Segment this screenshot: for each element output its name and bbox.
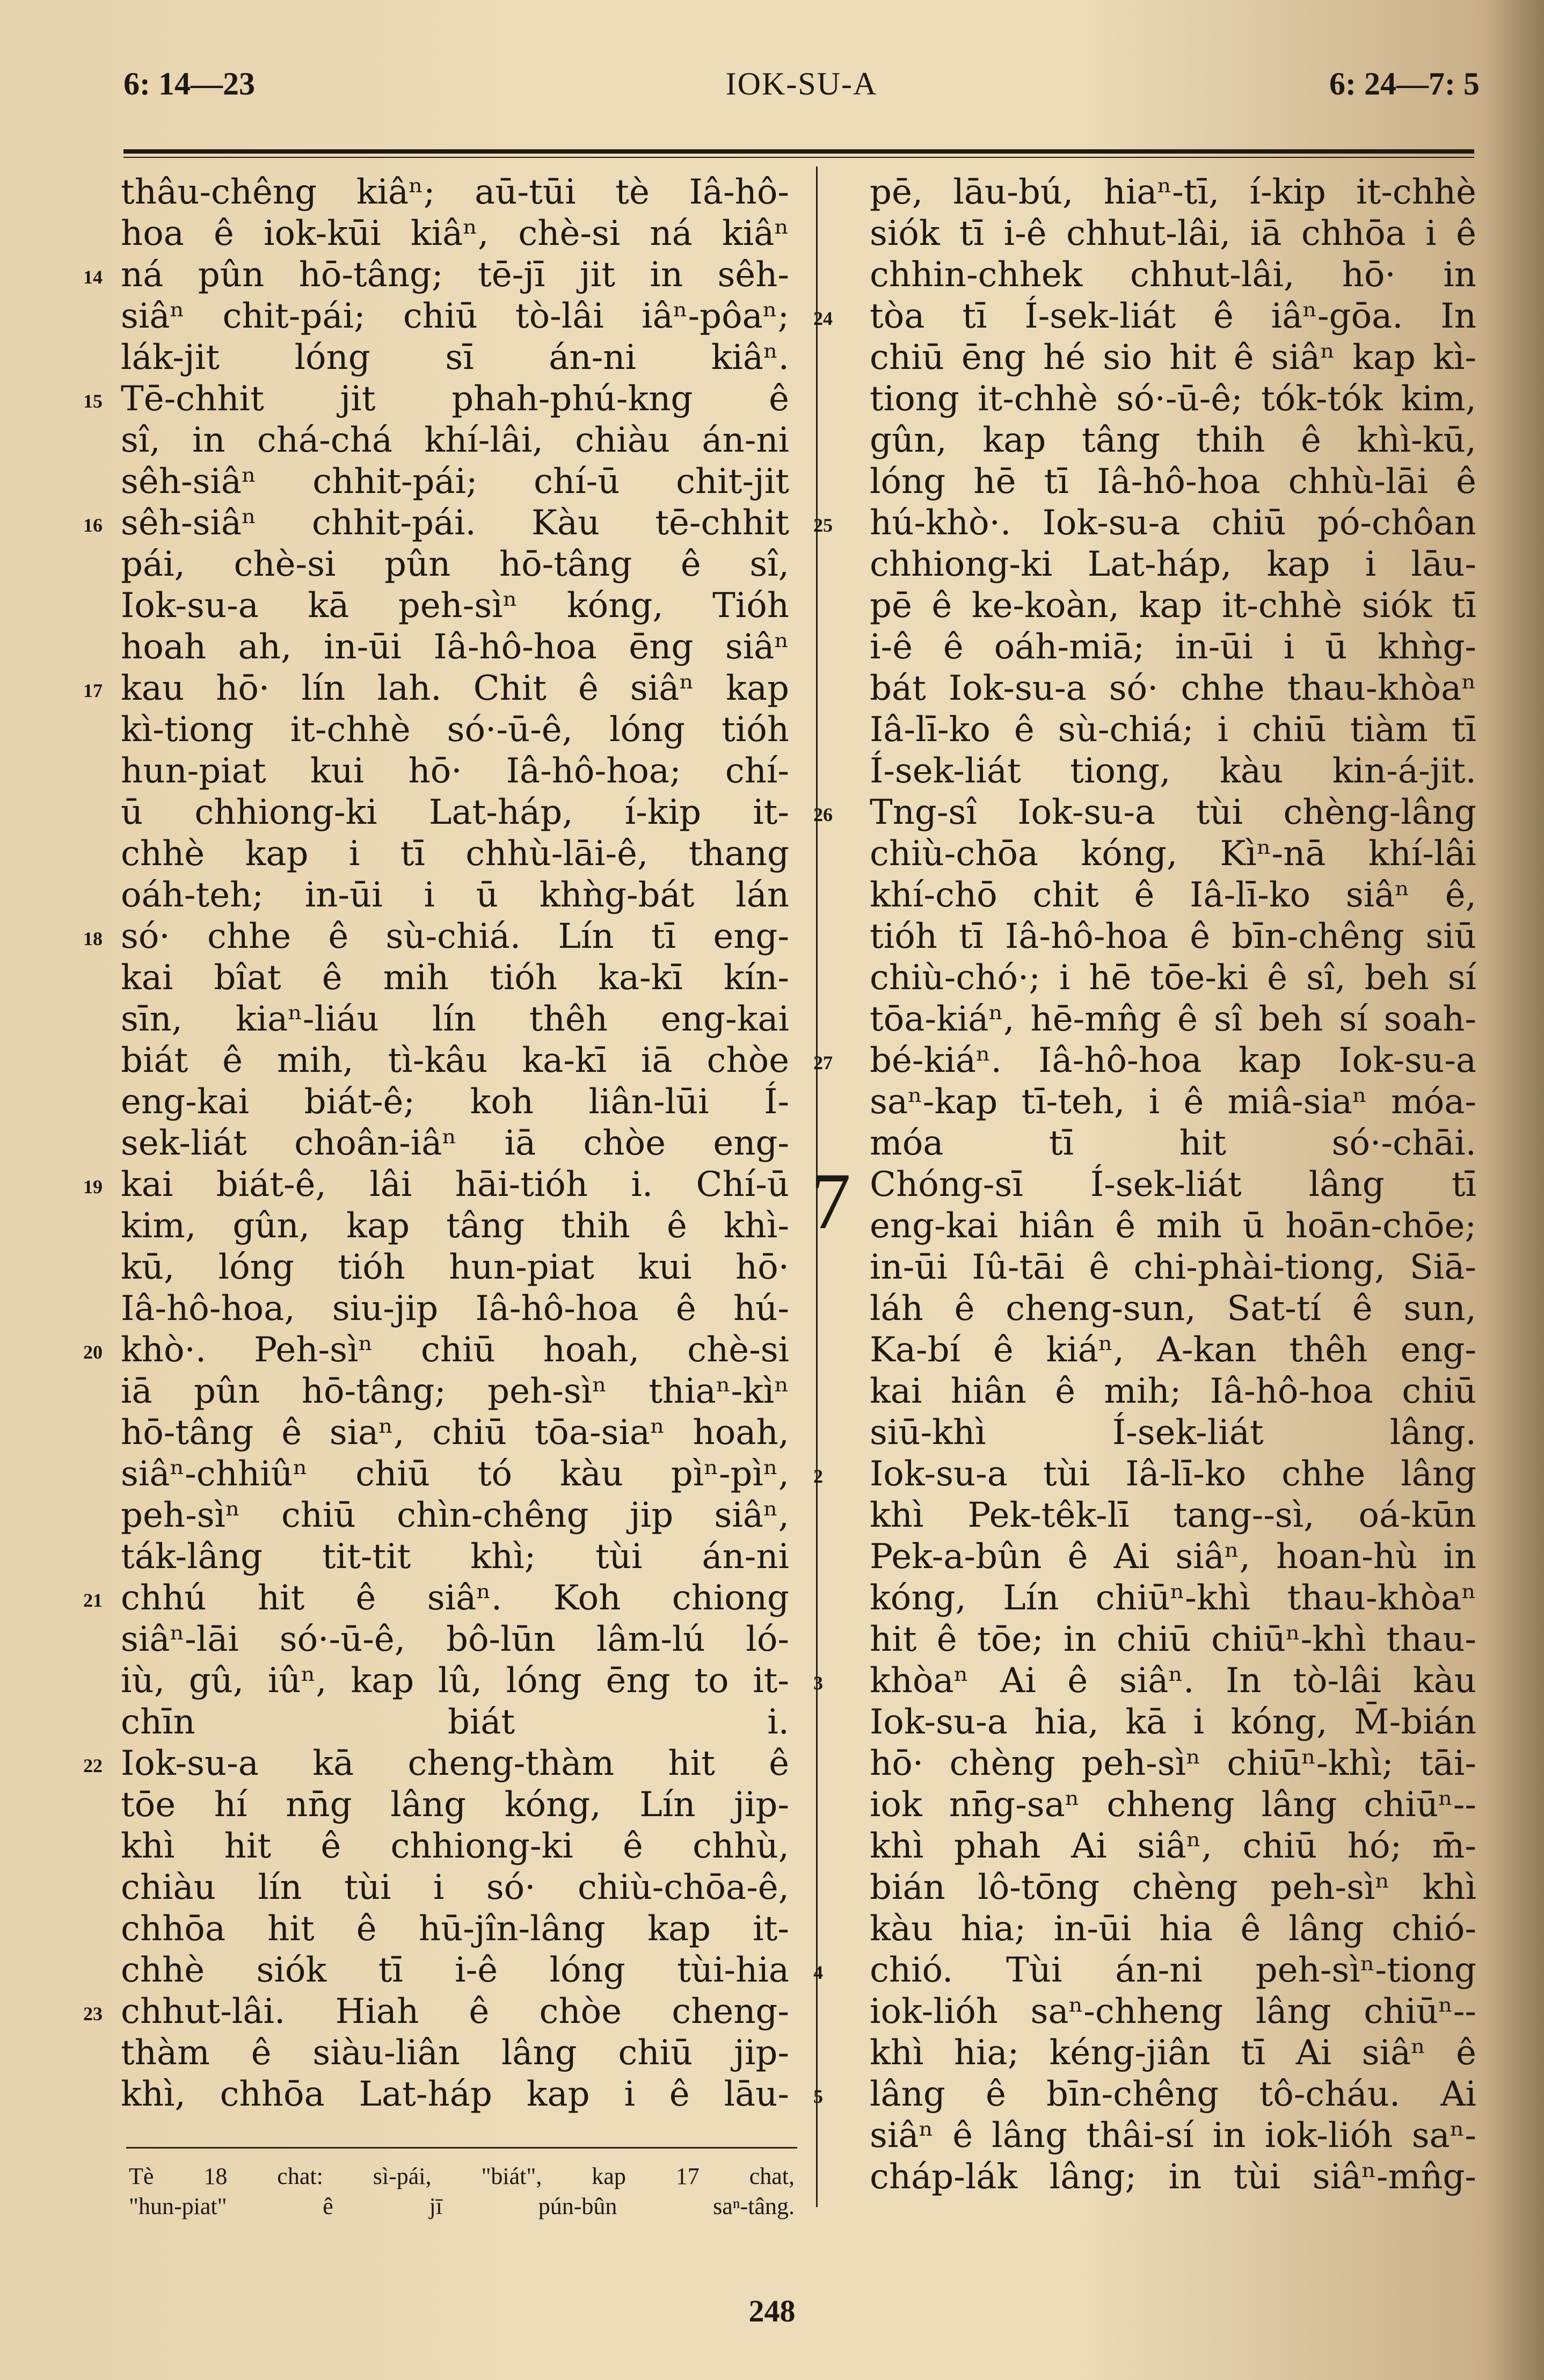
line-text: Tē-chhit jit phah-phú-kng ê: [121, 379, 789, 419]
footnote: [129, 2161, 795, 2222]
line-text: iok nn̄g-saⁿ chheng lâng chiūⁿ--: [870, 1785, 1476, 1825]
text-line: [870, 544, 1476, 585]
line-text: thàm ê siàu-liân lâng chiū jip-: [121, 2033, 789, 2073]
line-text: tióh tī Iâ-hô-hoa ê bīn-chêng siū: [870, 917, 1476, 956]
line-text: Iok-su-a tùi Iâ-lī-ko chhe lâng: [870, 1454, 1476, 1494]
text-line: [121, 337, 789, 379]
text-line: [121, 792, 789, 833]
line-text: Iâ-hô-hoa, siu-jip Iâ-hô-hoa ê hú-: [121, 1289, 789, 1329]
text-line: [870, 1702, 1476, 1743]
verse-number: 23: [83, 2003, 103, 2025]
line-text: pái, chè-si pûn hō-tâng ê sî,: [121, 545, 789, 584]
verse-number: 3: [813, 1672, 823, 1694]
verse-number: 21: [83, 1590, 103, 1611]
text-line: [870, 1784, 1476, 1826]
footnote-line: "hun-piat" ê jī pún-bûn saⁿ-tâng.: [129, 2193, 795, 2219]
text-line: [870, 916, 1476, 957]
verse-number: 26: [813, 804, 833, 825]
text-line: [121, 1660, 789, 1702]
text-line: [870, 1578, 1476, 1619]
line-text: lóng hē tī Iâ-hô-hoa chhù-lāi ê: [870, 462, 1476, 502]
text-line: [870, 1619, 1476, 1660]
verse-number: 22: [83, 1755, 103, 1776]
line-text: eng-kai hiân ê mih ū hoān-chōe;: [870, 1206, 1476, 1246]
text-line: [83, 255, 789, 296]
line-text: kai hiân ê mih; Iâ-hô-hoa chiū: [870, 1372, 1476, 1411]
line-text: bé-kiáⁿ. Iâ-hô-hoa kap Iok-su-a: [870, 1041, 1476, 1080]
text-line: [83, 1743, 789, 1784]
line-text: Iâ-lī-ko ê sù-chiá; i chiū tiàm tī: [870, 710, 1476, 750]
verse-number: 24: [813, 308, 833, 329]
line-text: kau hō· lín lah. Chit ê siâⁿ kap: [121, 669, 789, 708]
text-line: [121, 833, 789, 875]
text-line: [870, 1495, 1476, 1536]
line-text: láh ê cheng-sun, Sat-tí ê sun,: [870, 1289, 1476, 1329]
line-text: sêh-siâⁿ chhit-pái; chí-ū chit-jit: [121, 462, 789, 502]
text-line: [121, 1950, 789, 1991]
text-line: [121, 627, 789, 668]
line-text: khí-chō chit ê Iâ-lī-ko siâⁿ ê,: [870, 875, 1476, 915]
line-text: Iok-su-a kā peh-sìⁿ kóng, Tióh: [121, 586, 789, 626]
text-line: [121, 1082, 789, 1123]
text-line: [870, 1206, 1476, 1247]
line-text: sî, in chá-chá khí-lâi, chiàu án-ni: [121, 420, 789, 460]
line-text: ná pûn hō-tâng; tē-jī jit in sêh-: [121, 255, 789, 295]
verse-number: 16: [83, 514, 103, 536]
text-line: [121, 2074, 789, 2115]
verse-number: 20: [83, 1341, 103, 1363]
text-line: [121, 1495, 789, 1536]
text-line: [121, 1247, 789, 1288]
text-line: [83, 1991, 789, 2033]
text-line: [121, 213, 789, 255]
running-header: [123, 59, 1480, 113]
line-text: chiū ēng hé sio hit ê siâⁿ kap kì-: [870, 338, 1476, 378]
text-line: [121, 875, 789, 916]
line-text: hoah ah, in-ūi Iâ-hô-hoa ēng siâⁿ: [121, 627, 789, 667]
line-text: chió. Tùi án-ni peh-sìⁿ-tiong: [870, 1950, 1476, 1990]
text-line: [121, 709, 789, 751]
line-text: hun-piat kui hō· Iâ-hô-hoa; chí-: [121, 751, 789, 791]
text-line: [813, 792, 1476, 833]
line-text: kū, lóng tióh hun-piat kui hō·: [121, 1247, 789, 1287]
line-text: khì hia; kéng-jiân tī Ai siâⁿ ê: [870, 2033, 1476, 2073]
line-text: siók tī i-ê chhut-lâi, iā chhōa i ê: [870, 214, 1476, 253]
line-text: siâⁿ-chhiûⁿ chiū tó kàu pìⁿ-pìⁿ,: [121, 1454, 789, 1494]
verse-number: 25: [813, 514, 833, 536]
text-line: [121, 296, 789, 337]
line-text: biát ê mih, tì-kâu ka-kī iā chòe: [121, 1041, 789, 1080]
line-text: kì-tiong it-chhè só·-ū-ê, lóng tióh: [121, 710, 789, 750]
text-line: [813, 1454, 1476, 1495]
line-text: ták-lâng tit-tit khì; tùi án-ni: [121, 1537, 789, 1577]
line-text: hō-tâng ê siaⁿ, chiū tōa-siaⁿ hoah,: [121, 1413, 789, 1453]
text-line: [121, 751, 789, 792]
text-line: [813, 1950, 1476, 1991]
verse-number: 15: [83, 390, 103, 412]
line-text: chiù-chó·; i hē tōe-ki ê sî, beh sí: [870, 958, 1476, 998]
line-text: gûn, kap tâng thih ê khì-kū,: [870, 420, 1476, 460]
text-line: [870, 585, 1476, 627]
line-text: Iok-su-a hia, kā i kóng, M̄-bián: [870, 1702, 1476, 1742]
text-line: [870, 2033, 1476, 2074]
line-text: khì phah Ai siâⁿ, chiū hó; m̄-: [870, 1826, 1476, 1866]
line-text: iok-lióh saⁿ-chheng lâng chiūⁿ--: [870, 1992, 1476, 2031]
line-text: cháp-lák lâng; in tùi siâⁿ-mn̂g-: [870, 2157, 1476, 2197]
text-line: [870, 1247, 1476, 1288]
text-line: [813, 296, 1476, 337]
header-right-reference: 6: 24—7: 5: [1329, 66, 1480, 101]
line-text: eng-kai biát-ê; koh liân-lūi Í-: [121, 1082, 789, 1122]
text-line: [121, 2033, 789, 2074]
line-text: tiong it-chhè só·-ū-ê; tók-tók kim,: [870, 379, 1476, 419]
text-line: [870, 2115, 1476, 2157]
text-line: [121, 420, 789, 461]
text-line: [83, 1578, 789, 1619]
text-line: [83, 668, 789, 709]
line-text: só· chhe ê sù-chiá. Lín tī eng-: [121, 917, 789, 956]
header-left-reference: 6: 14—23: [123, 66, 255, 101]
text-line: [870, 420, 1476, 461]
text-line: [121, 1371, 789, 1412]
line-text: móa tī hit só·-chāi.: [870, 1123, 1476, 1163]
text-line: [870, 833, 1476, 875]
line-text: hit ê tōe; in chiū chiūⁿ-khì thau-: [870, 1620, 1476, 1659]
text-line: [870, 1991, 1476, 2033]
text-line: [121, 1702, 789, 1743]
line-text: khòaⁿ Ai ê siâⁿ. In tò-lâi kàu: [870, 1661, 1476, 1701]
text-line: [870, 1743, 1476, 1784]
line-text: iā pûn hō-tâng; peh-sìⁿ thiaⁿ-kìⁿ: [121, 1372, 789, 1411]
left-text-column: [83, 172, 789, 2115]
line-text: chhè siók tī i-ê lóng tùi-hia: [121, 1950, 789, 1990]
header-rule-thick: [123, 149, 1474, 154]
verse-number: 17: [83, 680, 103, 701]
text-line: [870, 1412, 1476, 1454]
header-rule-thin: [123, 157, 1474, 158]
text-line: [870, 1909, 1476, 1950]
line-text: chhè kap i tī chhù-lāi-ê, thang: [121, 834, 789, 874]
line-text: iù, gû, iûⁿ, kap lû, lóng ēng to it-: [121, 1661, 789, 1701]
text-line: [870, 213, 1476, 255]
text-line: [121, 1206, 789, 1247]
text-line: [121, 1784, 789, 1826]
text-line: [121, 1123, 789, 1164]
text-line: [121, 1867, 789, 1909]
line-text: khì, chhōa Lat-háp kap i ê lāu-: [121, 2074, 789, 2114]
line-text: sīn, kiaⁿ-liáu lín thêh eng-kai: [121, 999, 789, 1039]
verse-number: 19: [83, 1176, 103, 1198]
verse-number: 4: [813, 1962, 823, 1983]
text-line: [870, 461, 1476, 503]
text-line: [813, 503, 1476, 544]
text-line: [870, 999, 1476, 1040]
text-line: [121, 172, 789, 213]
line-text: chhōa hit ê hū-jîn-lâng kap it-: [121, 1909, 789, 1949]
text-line: [870, 1330, 1476, 1371]
line-text: kai bîat ê mih tióh ka-kī kín-: [121, 958, 789, 998]
line-text: sek-liát choân-iâⁿ iā chòe eng-: [121, 1123, 789, 1163]
text-line: [870, 2157, 1476, 2198]
text-line: [870, 1123, 1476, 1164]
text-line: [121, 1454, 789, 1495]
line-text: chhiong-ki Lat-háp, kap i lāu-: [870, 545, 1476, 584]
line-text: oáh-teh; in-ūi i ū khǹg-bát lán: [121, 875, 789, 915]
text-line: [870, 1371, 1476, 1412]
verse-number: 27: [813, 1052, 833, 1073]
text-line: [83, 503, 789, 544]
line-text: chiàu lín tùi i só· chiù-chōa-ê,: [121, 1868, 789, 1907]
text-line: [83, 1330, 789, 1371]
text-line: [870, 255, 1476, 296]
line-text: kai biát-ê, lâi hāi-tióh i. Chí-ū: [121, 1165, 789, 1204]
line-text: chiù-chōa kóng, Kìⁿ-nā khí-lâi: [870, 834, 1476, 874]
text-line: [121, 957, 789, 999]
text-line: [870, 1536, 1476, 1578]
text-line: [870, 1082, 1476, 1123]
line-text: tōe hí nn̄g lâng kóng, Lín jip-: [121, 1785, 789, 1825]
line-text: khò·. Peh-sìⁿ chiū hoah, chè-si: [121, 1330, 789, 1370]
line-text: sêh-siâⁿ chhit-pái. Kàu tē-chhit: [121, 503, 789, 543]
footnote-line: Tè 18 chat: sì-pái, "biát", kap 17 chat,: [129, 2163, 795, 2189]
text-line: [870, 379, 1476, 420]
line-text: siū-khì Í-sek-liát lâng.: [870, 1413, 1476, 1453]
text-line: [813, 1660, 1476, 1702]
text-line: [121, 1412, 789, 1454]
text-line: [83, 916, 789, 957]
verse-number: 5: [813, 2086, 823, 2107]
line-text: siâⁿ chit-pái; chiū tò-lâi iâⁿ-pôaⁿ;: [121, 296, 789, 336]
text-line: [870, 1867, 1476, 1909]
line-text: i-ê ê oáh-miā; in-ūi i ū khǹg-: [870, 627, 1476, 667]
verse-number: 14: [83, 266, 103, 288]
footnote-rule: [126, 2147, 797, 2149]
text-line: [121, 1909, 789, 1950]
line-text: chhut-lâi. Hiah ê chòe cheng-: [121, 1992, 789, 2031]
page-number: 248: [748, 2294, 796, 2328]
line-text: saⁿ-kap tī-teh, i ê miâ-siaⁿ móa-: [870, 1082, 1476, 1122]
text-line: [870, 875, 1476, 916]
line-text: bián lô-tōng chèng peh-sìⁿ khì: [870, 1868, 1476, 1907]
line-text: kim, gûn, kap tâng thih ê khì-: [121, 1206, 789, 1246]
text-line: [121, 1536, 789, 1578]
line-text: peh-sìⁿ chiū chìn-chêng jip siâⁿ,: [121, 1496, 789, 1535]
text-line: [121, 461, 789, 503]
text-line: [870, 709, 1476, 751]
line-text: tōa-kiáⁿ, hē-mn̂g ê sî beh sí soah-: [870, 999, 1476, 1039]
line-text: Í-sek-liát tiong, kàu kin-á-jit.: [870, 751, 1476, 791]
line-text: lâng ê bīn-chêng tô-cháu. Ai: [870, 2074, 1476, 2114]
book-title: IOK-SU-A: [725, 66, 878, 101]
line-text: Tng-sî Iok-su-a tùi chèng-lâng: [870, 793, 1476, 832]
text-line: [870, 1288, 1476, 1330]
line-text: tòa tī Í-sek-liát ê iâⁿ-gōa. In: [870, 296, 1476, 336]
text-line: [813, 2074, 1476, 2115]
line-text: Iok-su-a kā cheng-thàm hit ê: [121, 1744, 789, 1783]
text-line: [121, 585, 789, 627]
verse-number: 18: [83, 928, 103, 949]
chapter-number: 7: [811, 1157, 851, 1246]
line-text: chhin-chhek chhut-lâi, hō· in: [870, 255, 1476, 295]
line-text: khì Pek-têk-lī tang--sì, oá-kūn: [870, 1496, 1476, 1535]
text-line: [121, 1619, 789, 1660]
text-line: [121, 1288, 789, 1330]
line-text: hoa ê iok-kūi kiâⁿ, chè-si ná kiâⁿ: [121, 214, 789, 253]
line-text: hú-khò·. Iok-su-a chiū pó-chôan: [870, 503, 1476, 543]
line-text: in-ūi Iû-tāi ê chi-phài-tiong, Siā-: [870, 1247, 1476, 1287]
text-line: [870, 627, 1476, 668]
text-line: [870, 668, 1476, 709]
text-line: [870, 751, 1476, 792]
text-line: [870, 1826, 1476, 1867]
verse-number: 2: [813, 1465, 823, 1487]
text-line: [813, 1040, 1476, 1082]
line-text: hō· chèng peh-sìⁿ chiūⁿ-khì; tāi-: [870, 1744, 1476, 1783]
line-text: thâu-chêng kiâⁿ; aū-tūi tè Iâ-hô-: [121, 172, 789, 212]
text-line: [870, 957, 1476, 999]
line-text: chhú hit ê siâⁿ. Koh chiong: [121, 1578, 789, 1618]
line-text: Chóng-sī Í-sek-liát lâng tī: [870, 1165, 1476, 1204]
line-text: pē ê ke-koàn, kap it-chhè siók tī: [870, 586, 1476, 626]
text-line: [870, 337, 1476, 379]
line-text: chīn biát i.: [121, 1702, 789, 1742]
text-line: [121, 1040, 789, 1082]
right-text-column: [811, 172, 1476, 2198]
line-text: lák-jit lóng sī án-ni kiâⁿ.: [121, 338, 789, 378]
line-text: ū chhiong-ki Lat-háp, í-kip it-: [121, 793, 789, 832]
text-line: [121, 999, 789, 1040]
line-text: kóng, Lín chiūⁿ-khì thau-khòaⁿ: [870, 1578, 1476, 1618]
line-text: Ka-bí ê kiáⁿ, A-kan thêh eng-: [870, 1330, 1476, 1370]
line-text: bát Iok-su-a só· chhe thau-khòaⁿ: [870, 669, 1476, 708]
line-text: khì hit ê chhiong-ki ê chhù,: [121, 1826, 789, 1866]
line-text: Pek-a-bûn ê Ai siâⁿ, hoan-hù in: [870, 1537, 1476, 1577]
text-line: [121, 544, 789, 585]
line-text: siâⁿ ê lâng thâi-sí in iok-lióh saⁿ-: [870, 2116, 1476, 2156]
line-text: siâⁿ-lāi só·-ū-ê, bô-lūn lâm-lú ló-: [121, 1620, 789, 1659]
line-text: kàu hia; in-ūi hia ê lâng chió-: [870, 1909, 1476, 1949]
text-line: [121, 1826, 789, 1867]
text-line: [870, 172, 1476, 213]
text-line: [83, 379, 789, 420]
text-line: [83, 1164, 789, 1206]
line-text: pē, lāu-bú, hiaⁿ-tī, í-kip it-chhè: [870, 172, 1476, 212]
